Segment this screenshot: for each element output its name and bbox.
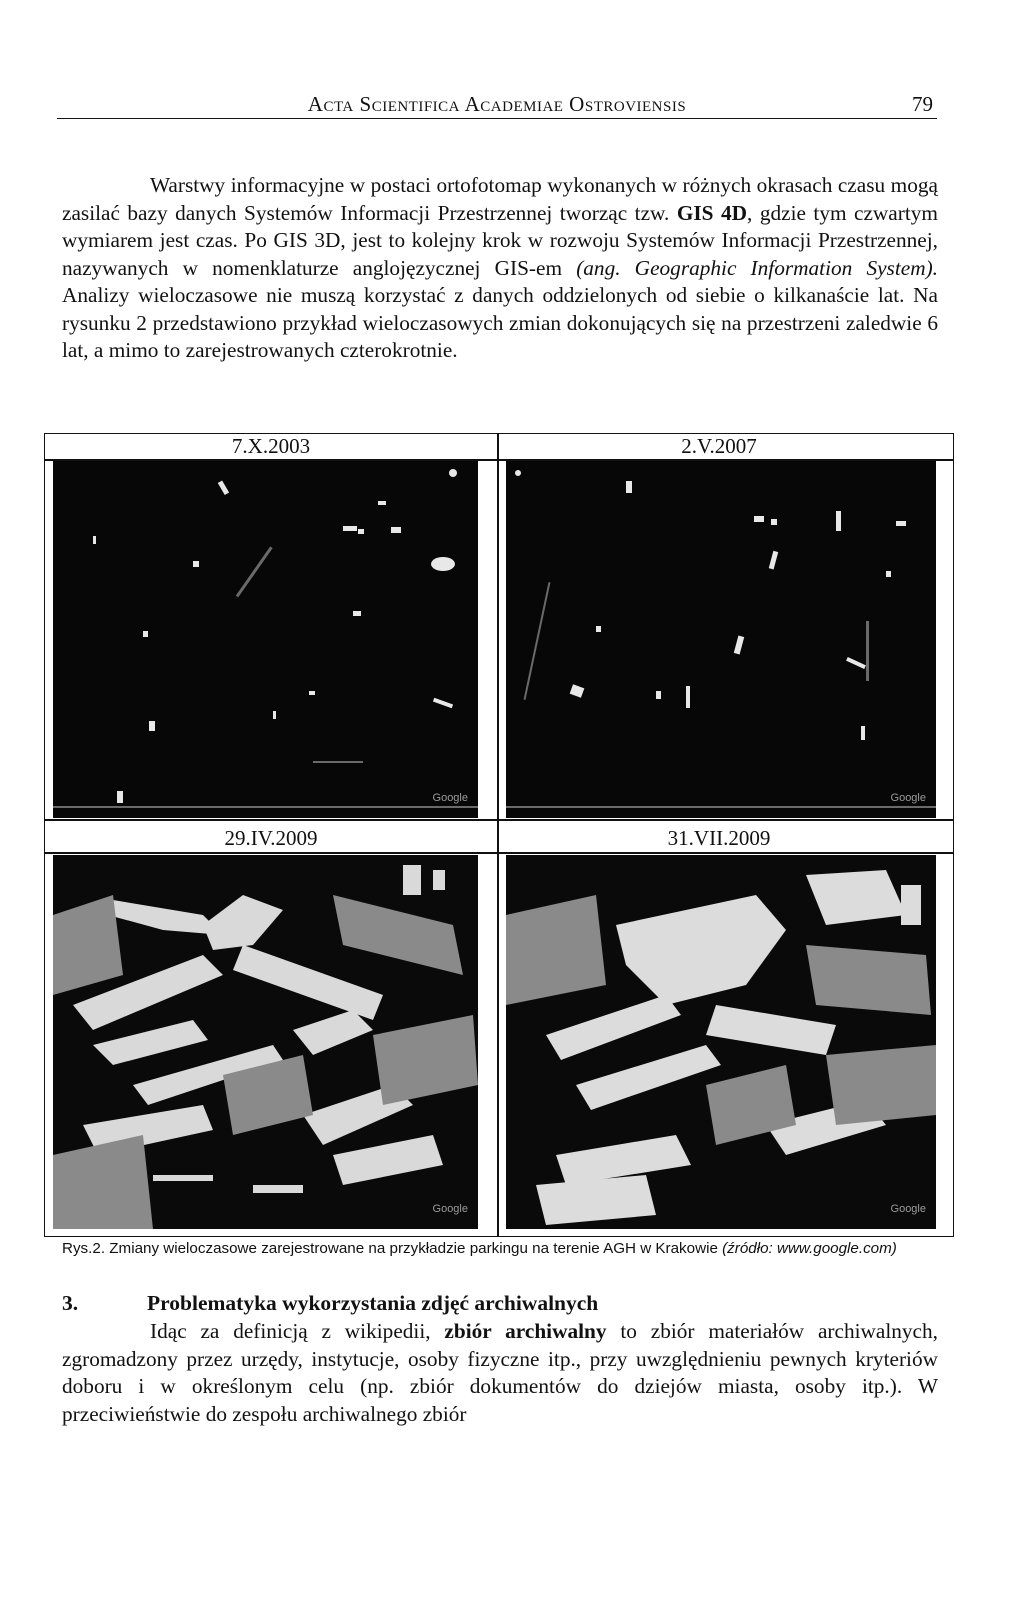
section-number: 3.: [62, 1291, 79, 1315]
paragraph-1-text-c: Analizy wieloczasowe nie muszą korzystać z danych oddzielonych od siebie o kilkanaście lat. Na rysunku 2 przedstawiono przykład wieloczasowych zmian dokonujących się na przestrzeni zaledwie 6 lat, a mimo to zarejestrowanych czterokrotnie.: [62, 283, 938, 362]
paragraph-1-text-a: Warstwy informacyjne w postaci ortofotomap wykonanych w różnych okrasach czasu mogą zasilać bazy danych Systemów Informacji Przestrzennej tworząc tzw.: [62, 173, 938, 225]
google-watermark: Google: [890, 792, 926, 804]
running-head: [57, 88, 937, 119]
section-title-text: Problematyka wykorzystania zdjęć archiwalnych: [147, 1291, 599, 1315]
paragraph-1-italic-term: (ang. Geographic Information System).: [576, 255, 938, 280]
aerial-photo-2007: [506, 461, 936, 818]
figure-divider-middle: [45, 819, 953, 821]
google-watermark: Google: [432, 792, 468, 804]
caption-source: (źródło: www.google.com): [722, 1240, 897, 1257]
page-number: 79: [912, 92, 933, 116]
paragraph-1-bold-term: GIS 4D: [676, 200, 748, 225]
panel-date-1: 7.X.2003: [231, 434, 311, 458]
body-paragraph-1: [62, 172, 938, 365]
google-watermark: Google: [890, 1203, 926, 1215]
journal-title: Acta Scientifica Academiae Ostroviensis: [307, 92, 687, 116]
caption-text: Rys.2. Zmiany wieloczasowe zarejestrowane na przykładzie parkingu na terenie AGH w Krakowie: [62, 1240, 723, 1257]
panel-date-4: 31.VII.2009: [667, 826, 771, 850]
figure-2: [44, 433, 954, 1237]
aerial-photo-2009-april: [53, 855, 478, 1229]
aerial-photo-2003: [53, 461, 478, 818]
figure-divider-vertical: [497, 434, 499, 1236]
google-watermark: Google: [432, 1203, 468, 1215]
paragraph-2-text-b: to zbiór materiałów archiwalnych, zgromadzony przez urzędy, instytucje, osoby fizyczne itp., przy uwzględnieniu pewnych kryteriów doboru i w określonym celu (np. zbiór dokumentów do dziejów miasta, osoby itp.). W przeciwieństwie do zespołu archiwalnego zbiór: [62, 1319, 938, 1426]
paragraph-2-bold-term: zbiór archiwalny: [444, 1319, 607, 1343]
section-heading: [62, 1291, 598, 1316]
aerial-photo-2009-july: [506, 855, 936, 1229]
figure-caption: [62, 1239, 942, 1259]
paragraph-1-text-b: , gdzie tym czwartym wymiarem jest czas. Po GIS 3D, jest to kolejny krok w rozwoju Systemów Informacji Przestrzennej, nazywanych w nomenklaturze anglojęzycznej GIS-em: [62, 200, 938, 280]
paragraph-2-text-a: Idąc za definicją z wikipedii,: [150, 1319, 445, 1343]
panel-date-2: 2.V.2007: [681, 434, 757, 458]
body-paragraph-2: [62, 1318, 938, 1428]
figure-divider-lower: [45, 852, 953, 854]
panel-date-3: 29.IV.2009: [224, 826, 318, 850]
